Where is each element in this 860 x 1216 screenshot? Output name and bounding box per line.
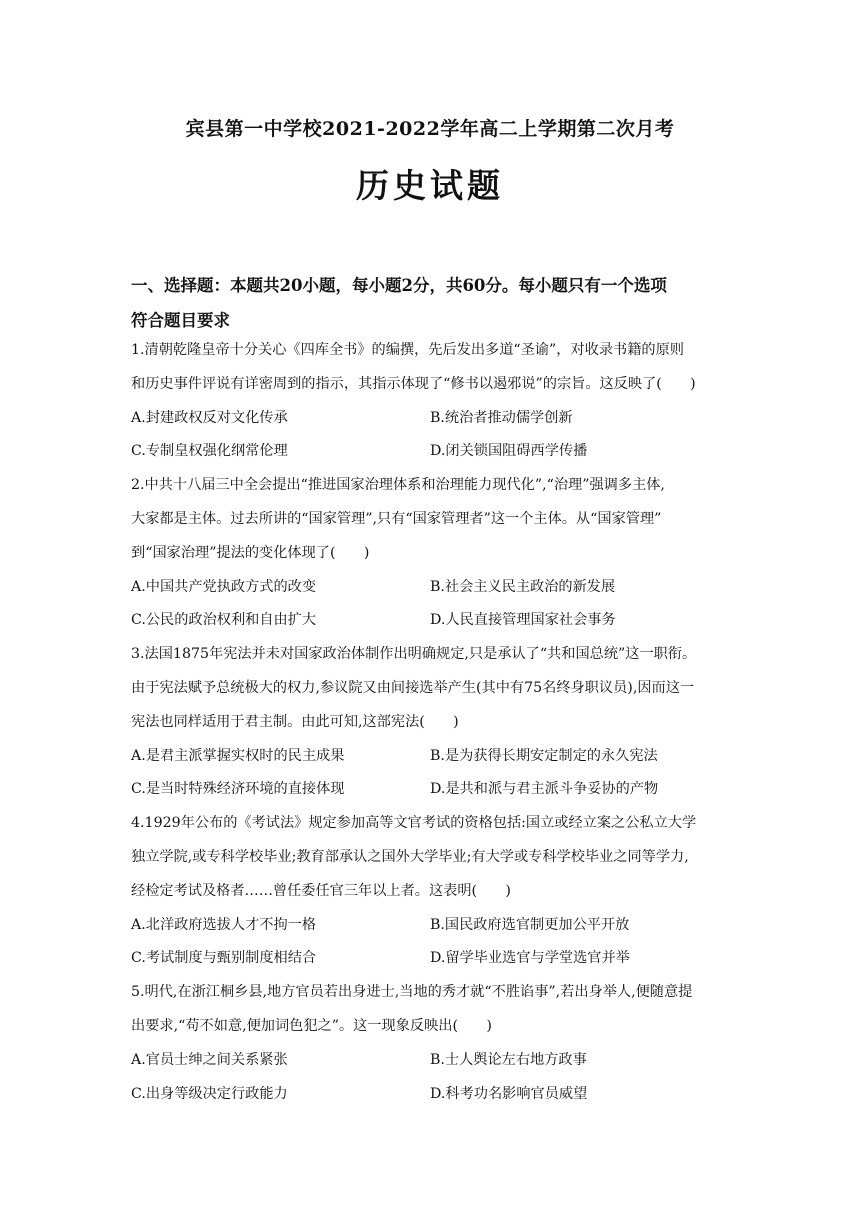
question-1-option-a: A.封建政权反对文化传承	[131, 410, 288, 426]
question-1-option-d: D.闭关锁国阻碍西学传播	[430, 443, 588, 459]
section-heading-cont: 符合题目要求	[131, 311, 230, 330]
question-1-option-b: B.统治者推动儒学创新	[430, 410, 573, 426]
question-4-stem-line-3: 经检定考试及格者……曾任委任官三年以上者。这表明( )	[131, 883, 511, 899]
question-4-option-b: B.国民政府选官制更加公平开放	[430, 917, 630, 933]
question-4-stem-line-2: 独立学院,或专科学校毕业;教育部承认之国外大学毕业;有大学或专科学校毕业之同等学力,	[131, 849, 689, 865]
question-5-option-a: A.官员士绅之间关系紧张	[131, 1052, 288, 1068]
question-5-option-c: C.出身等级决定行政能力	[131, 1086, 288, 1102]
question-2-stem-line-3: 到“国家治理”提法的变化体现了( )	[131, 545, 370, 561]
question-3-stem-line-3: 宪法也同样适用于君主制。由此可知,这部宪法( )	[131, 714, 459, 730]
question-4-option-d: D.留学毕业选官与学堂选官并举	[430, 950, 630, 966]
question-2-option-b: B.社会主义民主政治的新发展	[430, 579, 616, 595]
question-5-stem-line-1: 5.明代,在浙江桐乡县,地方官员若出身进士,当地的秀才就“不胜谄事”,若出身举人,便随意提	[131, 984, 693, 1000]
section-heading: 一、选择题：本题共20小题，每小题2分，共60分。每小题只有一个选项	[131, 276, 667, 295]
exam-subject-title: 历史试题	[356, 166, 504, 205]
question-1-stem-line-1: 1.清朝乾隆皇帝十分关心《四库全书》的编撰，先后发出多道“圣谕”，对收录书籍的原则	[131, 342, 684, 358]
question-5-option-d: D.科考功名影响官员威望	[430, 1086, 588, 1102]
question-4-option-c: C.考试制度与甄别制度相结合	[131, 950, 317, 966]
question-3-option-b: B.是为获得长期安定制定的永久宪法	[430, 748, 658, 764]
question-4-option-a: A.北洋政府选拔人才不拘一格	[131, 917, 317, 933]
question-3-stem-line-1: 3.法国1875年宪法并未对国家政治体制作出明确规定,只是承认了“共和国总统”这一职衔。	[131, 646, 697, 662]
question-5-stem-line-2: 出要求,“苟不如意,便加词色犯之”。这一现象反映出( )	[131, 1018, 492, 1034]
question-2-stem-line-2: 大家都是主体。过去所讲的“国家管理”,只有“国家管理者”这一个主体。从“国家管理”	[131, 511, 662, 527]
question-3-option-d: D.是共和派与君主派斗争妥协的产物	[430, 781, 659, 797]
question-2-option-a: A.中国共产党执政方式的改变	[131, 579, 317, 595]
question-3-stem-line-2: 由于宪法赋予总统极大的权力,参议院又由间接选举产生(其中有75名终身职议员),因而这一	[131, 680, 695, 696]
question-2-option-c: C.公民的政治权利和自由扩大	[131, 612, 317, 628]
question-5-option-b: B.士人舆论左右地方政事	[430, 1052, 587, 1068]
question-4-stem-line-1: 4.1929年公布的《考试法》规定参加高等文官考试的资格包括:国立或经立案之公私立大学	[131, 815, 697, 831]
question-1-stem-line-2: 和历史事件评说有详密周到的指示，其指示体现了“修书以遏邪说”的宗旨。这反映了( )	[131, 376, 696, 392]
question-3-option-c: C.是当时特殊经济环境的直接体现	[131, 781, 345, 797]
question-1-option-c: C.专制皇权强化纲常伦理	[131, 443, 288, 459]
question-2-stem-line-1: 2.中共十八届三中全会提出“推进国家治理体系和治理能力现代化”,“治理”强调多主体,	[131, 477, 665, 493]
question-2-option-d: D.人民直接管理国家社会事务	[430, 612, 616, 628]
exam-header-school: 宾县第一中学校2021-2022学年高二上学期第二次月考	[185, 118, 675, 140]
question-3-option-a: A.是君主派掌握实权时的民主成果	[131, 748, 345, 764]
